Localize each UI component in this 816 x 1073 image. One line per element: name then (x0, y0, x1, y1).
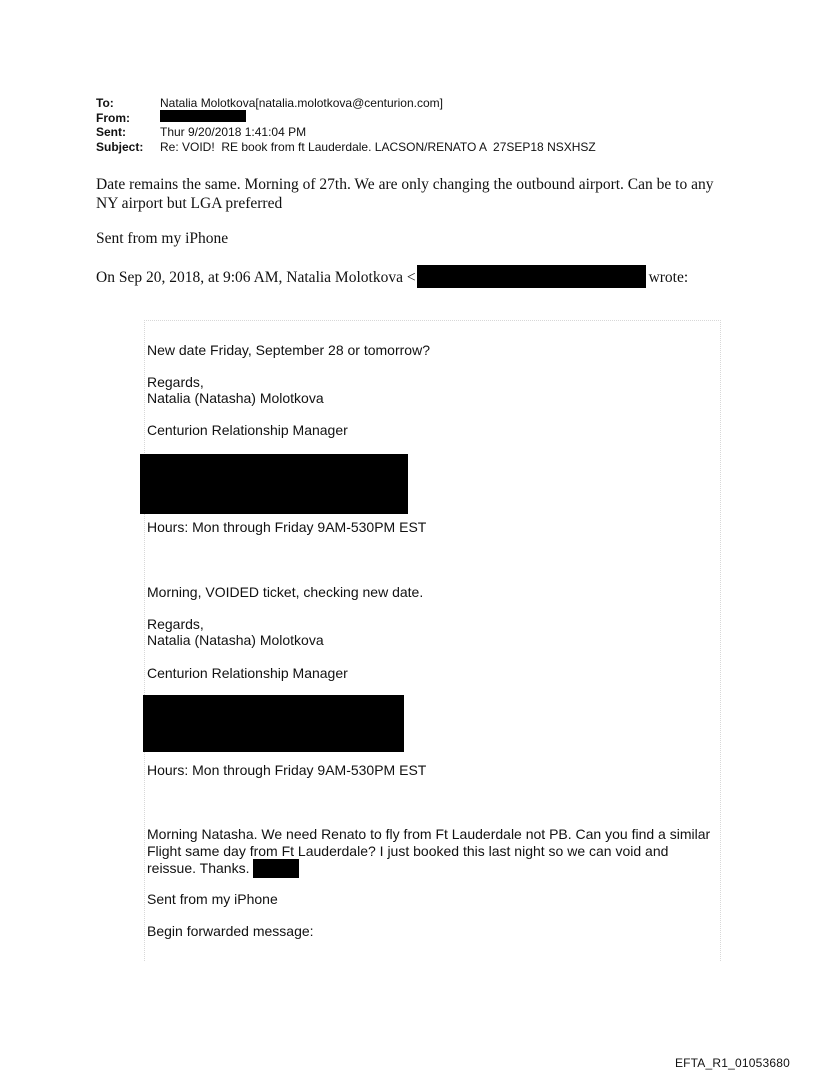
from-row (96, 111, 596, 126)
reply-intro-line (96, 265, 688, 288)
quoted-msg-2: Morning, VOIDED ticket, checking new date. (147, 584, 424, 600)
signature-block-redaction-2 (143, 695, 404, 752)
reply-intro-text: On Sep 20, 2018, at 9:06 AM, Natalia Molotkova < (96, 269, 416, 286)
body-paragraph: Date remains the same. Morning of 27th. We are only changing the outbound airport. Can be to any NY airport but LGA preferred (96, 176, 714, 212)
quoted-hours-2: Hours: Mon through Friday 9AM-530PM EST (147, 762, 427, 778)
quoted-title-1: Centurion Relationship Manager (147, 422, 348, 438)
quoted-signature: Sent from my iPhone (147, 891, 278, 907)
quoted-hours-1: Hours: Mon through Friday 9AM-530PM EST (147, 519, 427, 535)
subject-row (96, 140, 596, 155)
to-label: To: (96, 96, 114, 110)
quoted-name-2: Natalia (Natasha) Molotkova (147, 632, 324, 648)
reply-email-redaction (417, 265, 646, 288)
email-header (96, 96, 596, 154)
subject-label: Subject: (96, 139, 144, 154)
sent-value: Thur 9/20/2018 1:41:04 PM (160, 125, 307, 139)
from-label: From: (96, 110, 130, 125)
quoted-regards-1: Regards, (147, 374, 204, 390)
quoted-msg-1: New date Friday, September 28 or tomorrow? (147, 342, 430, 358)
sender-name-redaction (253, 859, 299, 878)
quoted-title-2: Centurion Relationship Manager (147, 665, 348, 681)
from-redaction (160, 110, 246, 122)
quoted-name-1: Natalia (Natasha) Molotkova (147, 390, 324, 406)
to-value: Natalia Molotkova[natalia.molotkova@centurion.com] (160, 96, 443, 110)
subject-value: Re: VOID! RE book from ft Lauderdale. LACSON/RENATO A 27SEP18 NSXHSZ (160, 139, 596, 154)
quoted-msg-3-text: Morning Natasha. We need Renato to fly from Ft Lauderdale not PB. Can you find a similar Flight same day from Ft Lauderdale? I just booked this last night so we can void and reissue. Thanks. (147, 826, 711, 876)
signature-block-redaction-1 (140, 454, 408, 514)
forwarded-message-label: Begin forwarded message: (147, 923, 314, 939)
to-row (96, 96, 596, 111)
quoted-msg-3 (147, 826, 717, 878)
reply-wrote-text: wrote: (648, 269, 689, 286)
quoted-regards-2: Regards, (147, 616, 204, 632)
body-signature: Sent from my iPhone (96, 230, 229, 247)
sent-label: Sent: (96, 125, 126, 139)
document-id: EFTA_R1_01053680 (674, 1056, 790, 1070)
sent-row (96, 125, 596, 140)
